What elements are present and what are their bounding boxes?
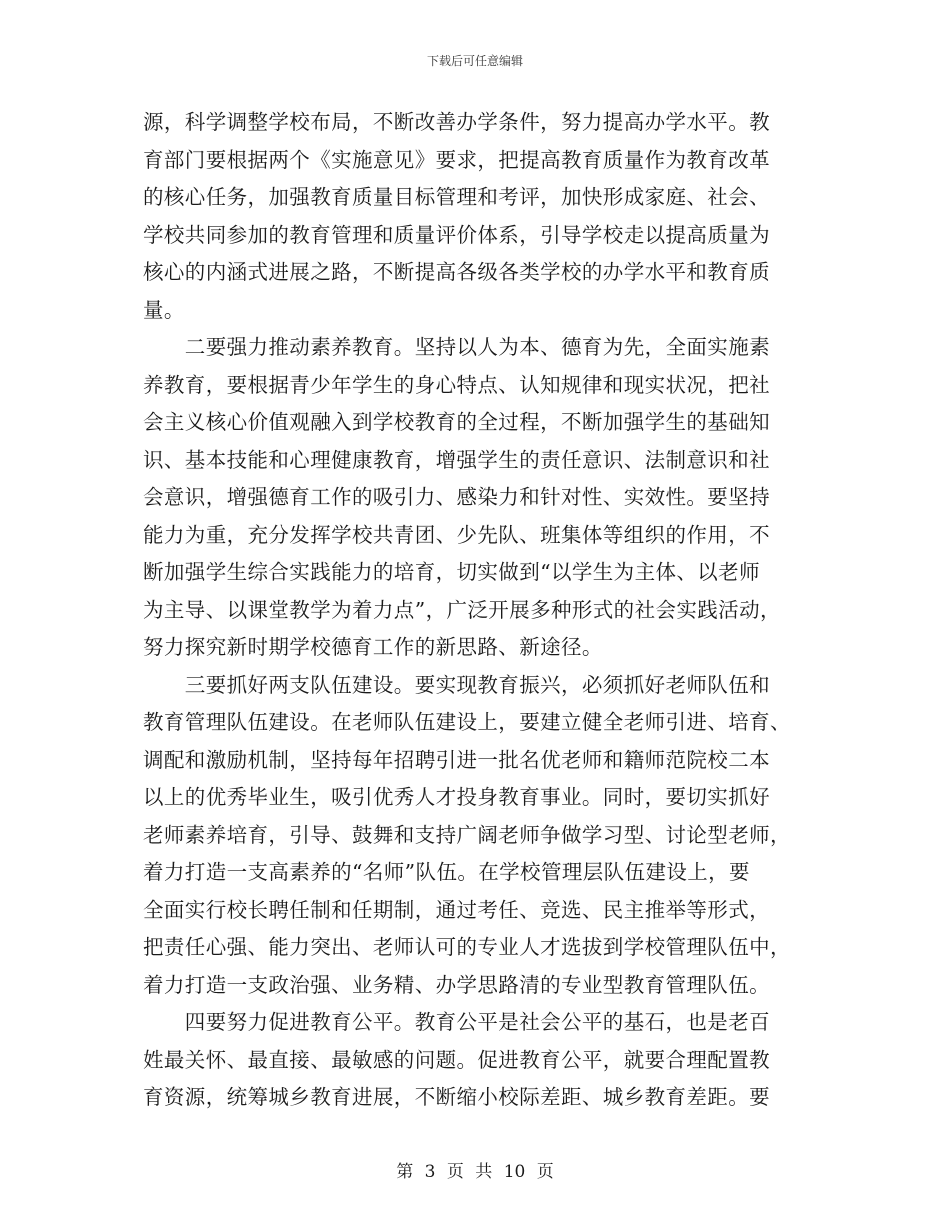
- text-line: 姓最关怀、最直接、最敏感的问题。促进教育公平，就要合理配置教: [143, 1047, 770, 1072]
- text-line: 识、基本技能和心理健康教育，增强学生的责任意识、法制意识和社: [143, 447, 770, 472]
- text-line: 的核心任务，加强教育质量目标管理和考评，加快形成家庭、社会、: [143, 185, 770, 209]
- text-line: 养教育，要根据青少年学生的身心特点、认知规律和现实状况，把社: [143, 372, 770, 397]
- text-line: 断加强学生综合实践能力的培育，切实做到“以学生为主体、以老师: [143, 560, 760, 584]
- text-line: 育部门要根据两个《实施意见》要求，把提高教育质量作为教育改革: [143, 147, 770, 172]
- text-line: 调配和激励机制，坚持每年招聘引进一批名优老师和籍师范院校二本: [143, 747, 770, 772]
- text-line: 以上的优秀毕业生，吸引优秀人才投身教育事业。同时，要切实抓好: [143, 785, 770, 809]
- text-line: 着力打造一支政治强、业务精、办学思路清的专业型教育管理队伍。: [143, 972, 770, 997]
- text-line: 四要努力促进教育公平。教育公平是社会公平的基石，也是老百: [143, 1010, 770, 1034]
- text-line: 会主义核心价值观融入到学校教育的全过程，不断加强学生的基础知: [143, 410, 770, 434]
- text-line: 努力探究新时期学校德育工作的新思路、新途径。: [143, 635, 603, 659]
- text-line: 二要强力推动素养教育。坚持以人为本、德育为先，全面实施素: [143, 335, 770, 359]
- text-line: 教育管理队伍建设。在老师队伍建设上，要建立健全老师引进、培育、: [143, 710, 791, 734]
- text-line: 老师素养培育，引导、鼓舞和支持广阔老师争做学习型、讨论型老师，: [143, 822, 791, 847]
- text-line: 育资源，统筹城乡教育进展，不断缩小校际差距、城乡教育差距。要: [143, 1085, 770, 1109]
- text-line: 为主导、以课堂教学为着力点”，广泛开展多种形式的社会实践活动，: [143, 597, 781, 622]
- text-line: 全面实行校长聘任制和任期制，通过考任、竞选、民主推举等形式，: [143, 897, 770, 922]
- page-header: 下载后可任意编辑: [426, 54, 523, 68]
- page-footer: 第 3 页 共 10 页: [396, 1162, 554, 1182]
- document-body: [143, 104, 807, 1117]
- text-line: 把责任心强、能力突出、老师认可的专业人才选拔到学校管理队伍中，: [143, 935, 791, 959]
- text-line: 三要抓好两支队伍建设。要实现教育振兴，必须抓好老师队伍和: [143, 672, 770, 697]
- text-line: 量。: [143, 297, 185, 322]
- text-line: 核心的内涵式进展之路，不断提高各级各类学校的办学水平和教育质: [143, 260, 770, 284]
- text-line: 能力为重，充分发挥学校共青团、少先队、班集体等组织的作用，不: [143, 522, 770, 547]
- text-line: 会意识，增强德育工作的吸引力、感染力和针对性、实效性。要坚持: [143, 485, 770, 509]
- text-line: 学校共同参加的教育管理和质量评价体系，引导学校走以提高质量为: [143, 222, 770, 247]
- text-line: 源，科学调整学校布局，不断改善办学条件，努力提高办学水平。教: [143, 110, 770, 134]
- text-line: 着力打造一支高素养的“名师”队伍。在学校管理层队伍建设上，要: [143, 860, 750, 884]
